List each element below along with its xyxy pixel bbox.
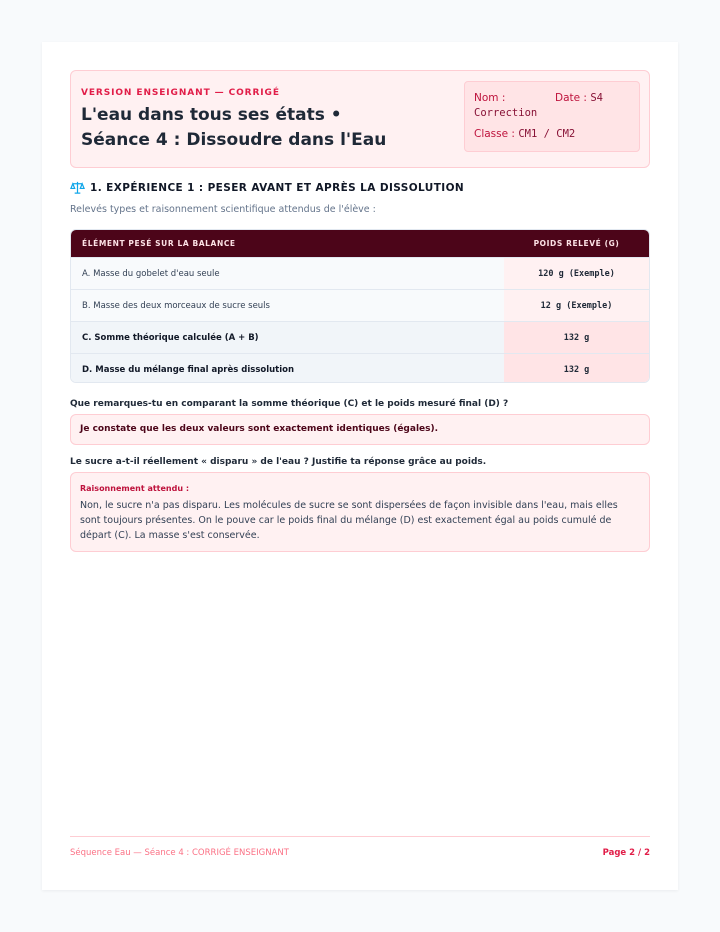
class-field xyxy=(474,128,575,140)
row-label: B. Masse des deux morceaux de sucre seuls xyxy=(82,300,270,311)
row-label: D. Masse du mélange final après dissolution xyxy=(82,364,295,375)
question-2: Le sucre a-t-il réellement « disparu » de l'eau ? Justifie ta réponse grâce au poids. xyxy=(70,457,487,467)
row-label: C. Somme théorique calculée (A + B) xyxy=(82,332,259,343)
question-1: Que remarques-tu en comparant la somme théorique (C) et le poids mesuré final (D) ? xyxy=(70,399,509,409)
page-number: Page 2 / 2 xyxy=(602,848,650,858)
date-field xyxy=(555,92,603,104)
footer-sequence: Séquence Eau — Séance 4 : CORRIGÉ ENSEIGNANT xyxy=(70,848,289,858)
column-header-element: ÉLÉMENT PESÉ SUR LA BALANCE xyxy=(82,239,236,248)
row-value: 120 g (Exemple) xyxy=(504,258,649,289)
name-label: Nom : xyxy=(474,92,506,104)
date-label: Date : xyxy=(555,92,587,104)
answer-box-1 xyxy=(70,414,650,445)
class-value: CM1 / CM2 xyxy=(518,128,576,140)
version-tag: VERSION ENSEIGNANT — CORRIGÉ xyxy=(81,88,280,98)
section-title-text: 1. EXPÉRIENCE 1 : PESER AVANT ET APRÈS LA DISSOLUTION xyxy=(90,181,465,194)
row-label: A. Masse du gobelet d'eau seule xyxy=(82,268,220,279)
student-info-box xyxy=(464,81,640,152)
table-row xyxy=(71,289,649,321)
page-title: L'eau dans tous ses états • Séance 4 : Dissoudre dans l'Eau xyxy=(81,105,387,150)
weighing-table xyxy=(70,229,650,383)
worksheet-page xyxy=(42,42,678,890)
table-header xyxy=(71,230,649,257)
table-row xyxy=(71,321,649,353)
reasoning-label: Raisonnement attendu : xyxy=(80,484,190,493)
section-subtitle: Relevés types et raisonnement scientifique attendus de l'élève : xyxy=(70,204,376,215)
name-value: Correction xyxy=(474,107,538,119)
answer-1: Je constate que les deux valeurs sont exactement identiques (égales). xyxy=(80,424,439,434)
row-value: 132 g xyxy=(504,322,649,353)
footer-divider xyxy=(70,836,650,837)
table-row xyxy=(71,353,649,383)
row-value: 12 g (Exemple) xyxy=(504,290,649,321)
header-card xyxy=(70,70,650,168)
table-row xyxy=(71,257,649,289)
class-label: Classe : xyxy=(474,128,515,140)
date-value: S4 xyxy=(590,92,603,104)
section-heading xyxy=(70,180,464,195)
column-header-weight: POIDS RELEVÉ (G) xyxy=(533,239,620,248)
balance-scale-icon xyxy=(70,180,85,195)
reasoning-text: Non, le sucre n'a pas disparu. Les molécules de sucre se sont dispersées de façon invisible dans l'eau, mais elles sont toujours présentes. On le pouve car le poids final du mélange (D) est exactement égal au poids cumulé de départ (C). La masse s'est conservée. xyxy=(80,500,618,541)
row-value: 132 g xyxy=(504,354,649,383)
answer-box-2 xyxy=(70,472,650,552)
